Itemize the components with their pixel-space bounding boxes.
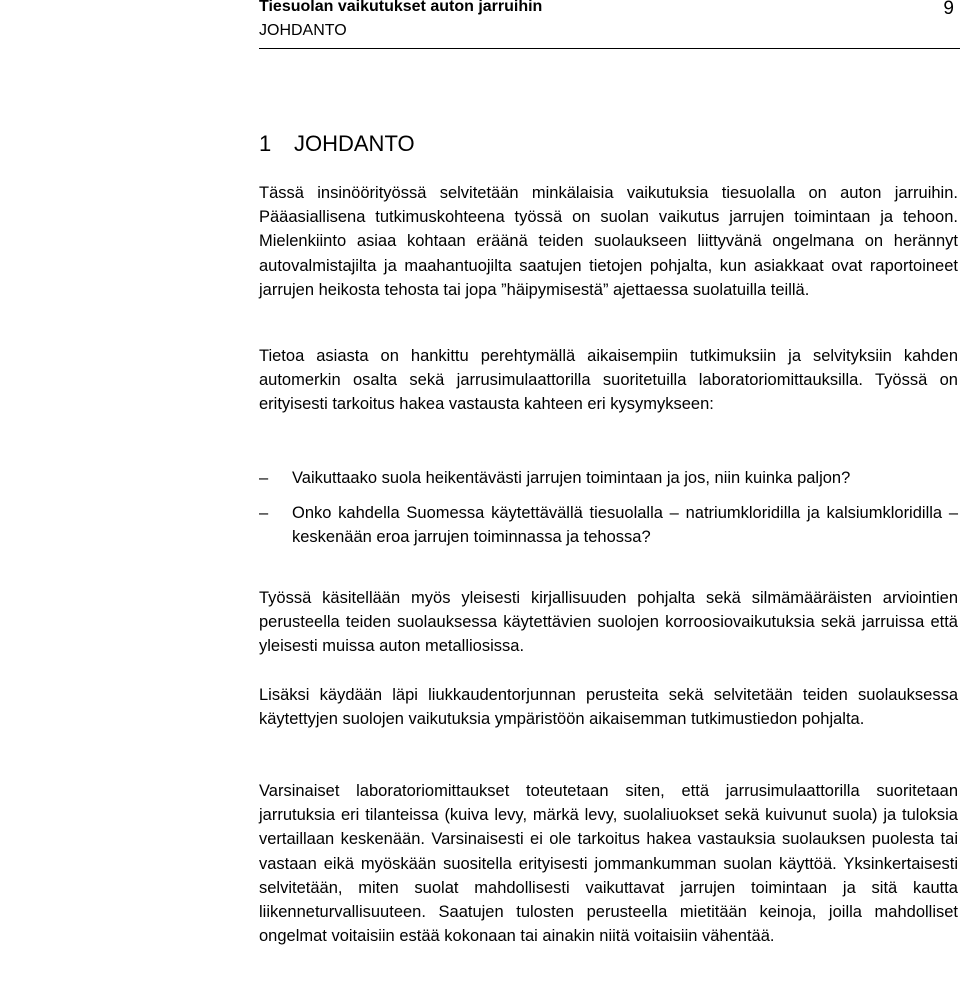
research-question-item bbox=[259, 501, 958, 549]
research-question-text: Vaikuttaako suola heikentävästi jarrujen toimintaan ja jos, niin kuinka paljon? bbox=[292, 469, 851, 487]
running-header-title: Tiesuolan vaikutukset auton jarruihin bbox=[259, 0, 543, 15]
environment-paragraph: Lisäksi käydään läpi liukkaudentorjunnan perusteita sekä selvitetään teiden suolauksessa käytettyjen suolojen vaikutuksia ympäristöön aikaisemman tutkimustiedon pohjalta. bbox=[259, 686, 958, 729]
research-method-paragraph: Tietoa asiasta on hankittu perehtymällä aikaisempiin tutkimuksiin ja selvityksiin kahden automerkin osalta sekä jarrusimulaattorilla suoritetuilla laboratoriomittauksilla. Työssä on erityisesti tarkoitus hakea vastausta kahteen eri kysymykseen: bbox=[259, 347, 958, 414]
dash-bullet: – bbox=[259, 469, 269, 487]
running-header-section: JOHDANTO bbox=[259, 22, 347, 39]
intro-paragraph: Tässä insinöörityössä selvitetään minkälaisia vaikutuksia tiesuolalla on auton jarruihin. Pääasiallisena tutkimuskohteena työssä on suolan vaikutus jarrujen toimintaan ja tehoon. Mielenkiinto asiaa kohtaan eräänä teiden suolaukseen liittyvänä ongelmana on herännyt autovalmistajilta ja maahantuojilta saatujen tietojen pohjalta, kun asiakkaat ovat raportoineet jarrujen heikosta tehosta tai jopa ”häipymisestä” ajettaessa suolatuilla teillä. bbox=[259, 184, 958, 299]
dash-bullet: – bbox=[259, 504, 269, 523]
laboratory-measurements-paragraph: Varsinaiset laboratoriomittaukset toteutetaan siten, että jarrusimulaattorilla suoritetaan jarrutuksia eri tilanteissa (kuiva levy, märkä levy, suolaliuokset sekä kuivunut suola) ja tuloksia vertaillaan keskenään. Varsinaisesti ei ole tarkoitus hakea vastauksia suolauksen puolesta tai vastaan eikä myöskään suositella erityisesti jommankumman suolan käyttöä. Yksinkertaisesti selvitetään, miten suolat mahdollisesti vaikuttavat jarrujen toimintaan ja sitä kautta liikenneturvallisuuteen. Saatujen tulosten perusteella mietitään keinoja, joilla mahdolliset ongelmat voitaisiin estää kokonaan tai ainakin niitä voitaisiin vähentää. bbox=[259, 782, 958, 946]
chapter-title: JOHDANTO bbox=[294, 131, 415, 156]
header-divider bbox=[259, 48, 960, 49]
research-question-item bbox=[259, 466, 958, 490]
page-header bbox=[0, 0, 960, 48]
research-questions-list bbox=[259, 466, 958, 561]
corrosion-paragraph: Työssä käsitellään myös yleisesti kirjallisuuden pohjalta sekä silmämääräisten arviointien perusteella teiden suolauksessa käytettävien suolojen korroosiovaikutuksia sekä jarruissa että yleisesti muissa auton metalliosissa. bbox=[259, 589, 958, 656]
research-question-text: Onko kahdella Suomessa käytettävällä tiesuolalla – natriumkloridilla ja kalsiumkloridilla – keskenään eroa jarrujen toiminnassa ja tehossa? bbox=[292, 504, 958, 547]
chapter-number: 1 bbox=[259, 131, 272, 156]
chapter-heading bbox=[259, 130, 415, 158]
page-number: 9 bbox=[943, 0, 954, 19]
